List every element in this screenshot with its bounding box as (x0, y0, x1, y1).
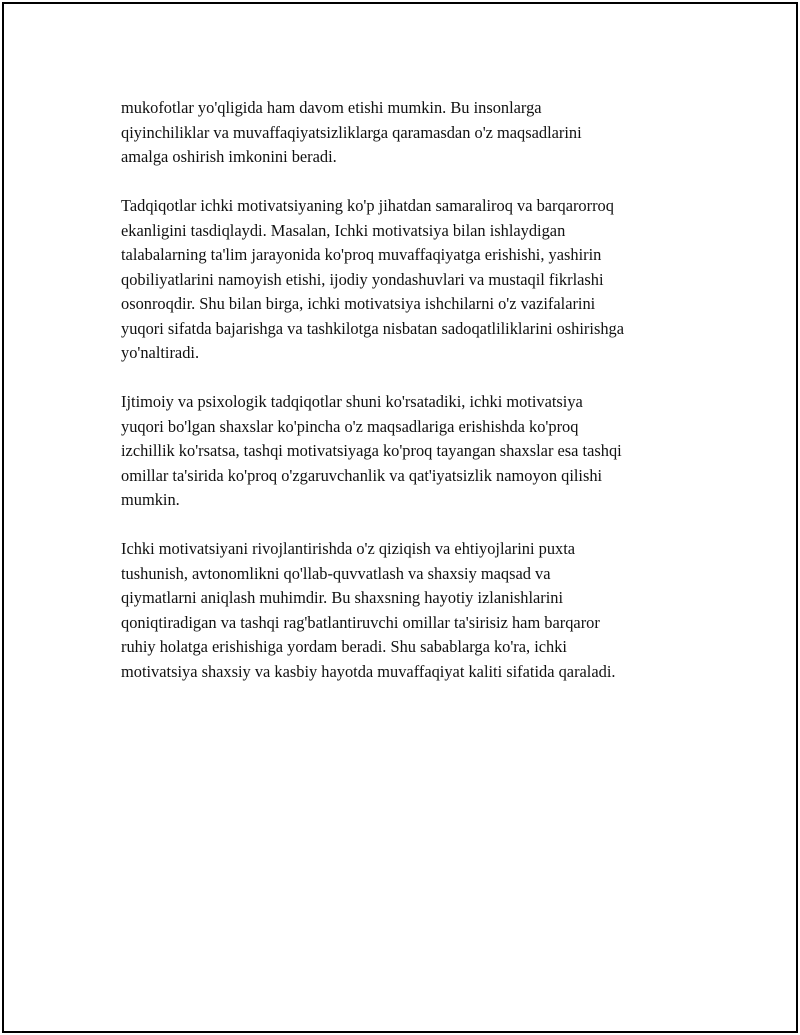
paragraph-3: Ijtimoiy va psixologik tadqiqotlar shuni ko'rsatadiki, ichki motivatsiya yuqori bo'lgan shaxslar ko'pincha o'z maqsadlariga erishishda ko'proq izchillik ko'rsatsa, tashqi motivatsiyaga ko'proq tayangan shaxslar esa tashqi omillar ta'sirida ko'proq o'zgaruvchanlik va qat'iyatsizlik namoyon qilishi mumkin. (121, 392, 622, 509)
paragraph-4: Ichki motivatsiyani rivojlantirishda o'z qiziqish va ehtiyojlarini puxta tushunish, avtonomlikni qo'llab-quvvatlash va shaxsiy maqsad va qiymatlarni aniqlash muhimdir. Bu shaxsning hayotiy izlanishlarini qoniqtiradigan va tashqi rag'batlantiruvchi omillar ta'sirisiz ham barqaror ruhiy holatga erishishiga yordam beradi. Shu sabablarga ko'ra, ichki motivatsiya shaxsiy va kasbiy hayotda muvaffaqiyat kaliti sifatida qaraladi. (121, 539, 616, 681)
paragraph-1: mukofotlar yo'qligida ham davom etishi mumkin. Bu insonlarga qiyinchiliklar va muvaffaqiyatsizliklarga qaramasdan o'z maqsadlarini amalga oshirish imkonini beradi. (121, 98, 582, 166)
page-frame (2, 2, 798, 1033)
paragraph-2: Tadqiqotlar ichki motivatsiyaning ko'p jihatdan samaraliroq va barqarorroq ekanligini tasdiqlaydi. Masalan, Ichki motivatsiya bilan ishlaydigan talabalarning ta'lim jarayonida ko'proq muvaffaqiyatga erishishi, yashirin qobiliyatlarini namoyish etishi, ijodiy yondashuvlari va mustaqil fikrlashi osonroqdir. Shu bilan birga, ichki motivatsiya ishchilarni o'z vazifalarini yuqori sifatda bajarishga va tashkilotga nisbatan sadoqatliliklarini oshirishga yo'naltiradi. (121, 196, 624, 362)
page-body (121, 96, 721, 709)
